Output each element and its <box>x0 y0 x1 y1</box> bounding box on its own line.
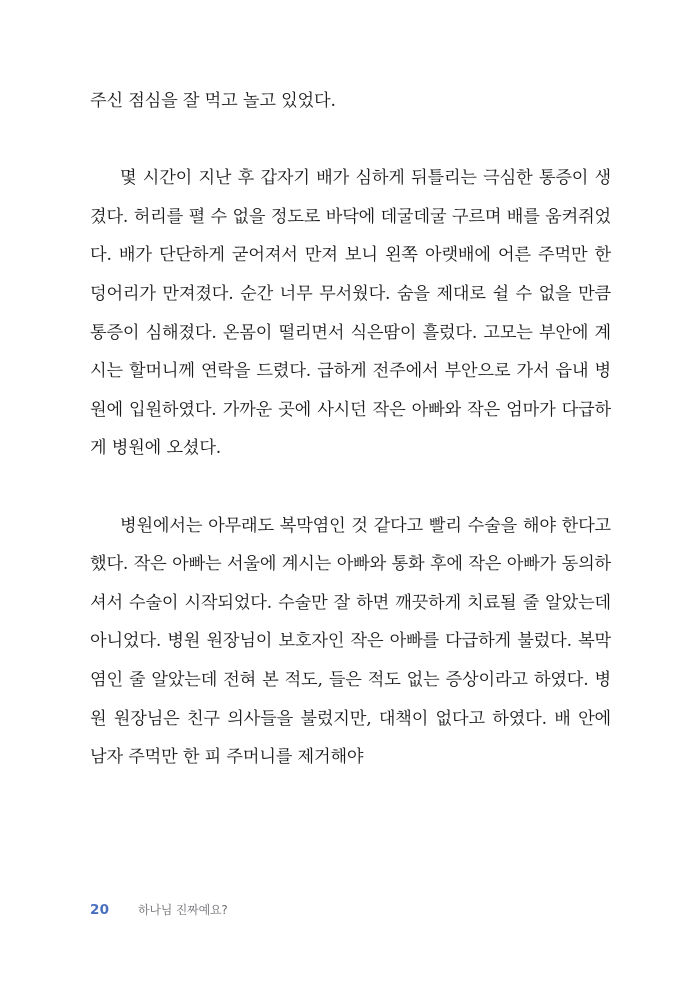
running-title: 하나님 진짜예요? <box>138 903 228 917</box>
paragraph-body: 병원에서는 아무래도 복막염인 것 같다고 빨리 수술을 해야 한다고 했다. 작은 아빠는 서울에 계시는 아빠와 통화 후에 작은 아빠가 동의하셔서 수술이 시작되었다. 수술만 잘 하면 깨끗하게 치료될 줄 알았는데 아니었다. 병원 원장님이 보호자인 작은 아빠를 다급하게 불렀다. 복막염인 줄 알았는데 전혀 본 적도, 들은 적도 없는 증상이라고 하였다. 병원 원장님은 친구 의사들을 불렀지만, 대책이 없다고 하였다. 배 안에 남자 주먹만 한 피 주머니를 제거해야 <box>90 515 611 768</box>
paragraph-continued: 주신 점심을 잘 먹고 놀고 있었다. <box>90 91 336 111</box>
body-text-column <box>90 82 611 777</box>
page-footer <box>90 901 228 918</box>
page-number: 20 <box>90 902 110 918</box>
paragraph-body: 몇 시간이 지난 후 갑자기 배가 심하게 뒤틀리는 극심한 통증이 생겼다. 허리를 펼 수 없을 정도로 바닥에 데굴데굴 구르며 배를 움켜쥐었다. 배가 단단하게 굳어져서 만져 보니 왼쪽 아랫배에 어른 주먹만 한 덩어리가 만져졌다. 순간 너무 무서웠다. 숨을 제대로 쉴 수 없을 만큼 통증이 심해졌다. 온몸이 떨리면서 식은땀이 흘렀다. 고모는 부안에 계시는 할머니께 연락을 드렸다. 급하게 전주에서 부안으로 가서 읍내 병원에 입원하였다. 가까운 곳에 사시던 작은 아빠와 작은 엄마가 다급하게 병원에 오셨다. <box>90 168 611 459</box>
